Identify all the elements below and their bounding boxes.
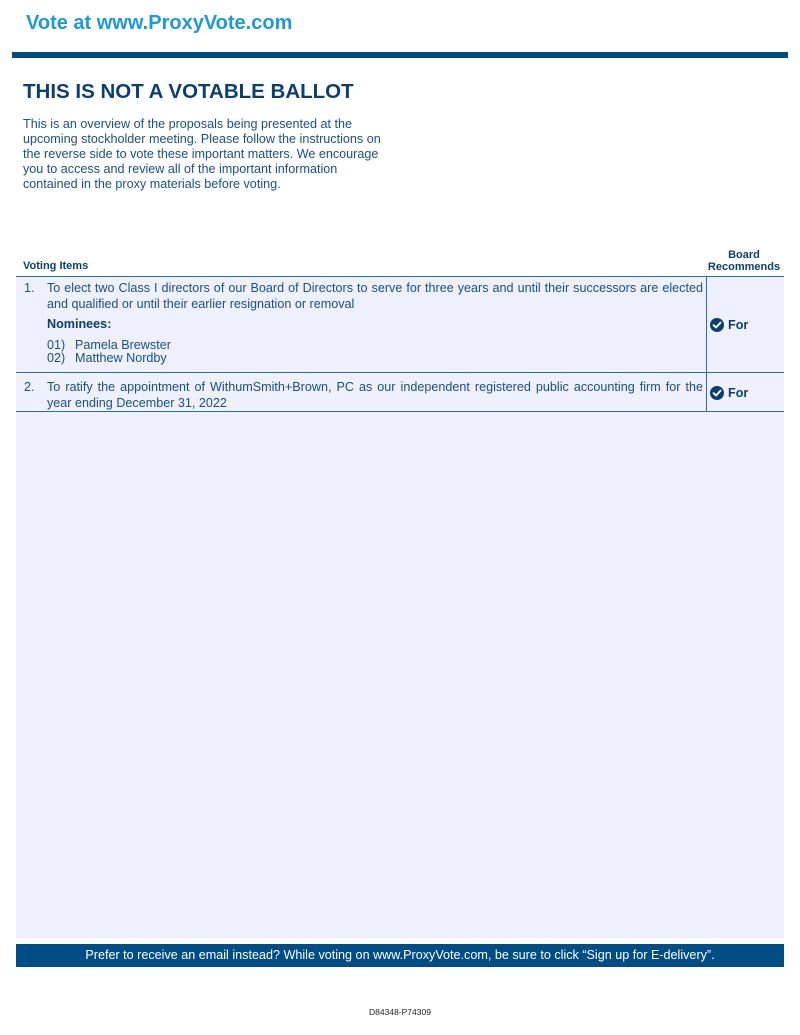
item-1-recommendation [710, 318, 748, 332]
row-divider [16, 372, 784, 373]
nominee-1-number: 01) [47, 338, 66, 352]
nominees-label: Nominees: [47, 317, 112, 331]
header-title: Vote at www.ProxyVote.com [26, 12, 293, 34]
ballot-heading: THIS IS NOT A VOTABLE BALLOT [23, 80, 354, 103]
table-top-rule [16, 276, 784, 277]
nominee-2 [47, 351, 167, 365]
nominee-2-number: 02) [47, 351, 66, 365]
nominee-2-name: Matthew Nordby [75, 351, 167, 365]
item-2-recommendation-label: For [728, 386, 749, 400]
item-2-number: 2. [24, 380, 35, 394]
voting-items-header: Voting Items [23, 260, 89, 272]
check-circle-icon [710, 318, 724, 332]
item-2-text: To ratify the appointment of WithumSmith+Brown, PC as our independent registered public accounting firm for the year ending December 31, 2022 [47, 380, 703, 410]
nominee-1 [47, 338, 171, 352]
header-rule [12, 52, 788, 58]
check-circle-icon [710, 386, 724, 400]
document-code: D84348-P74309 [369, 1007, 431, 1017]
item-1-number: 1. [24, 281, 35, 295]
item-1-recommendation-label: For [728, 318, 749, 332]
board-header-line2: Recommends [707, 261, 781, 273]
nominee-1-name: Pamela Brewster [75, 338, 171, 352]
board-recommends-header [704, 249, 784, 273]
table-bottom-rule [16, 411, 784, 412]
edelivery-banner: Prefer to receive an email instead? While voting on www.ProxyVote.com, be sure to click “Sign up for E-delivery”. [16, 944, 784, 967]
item-1-text: To elect two Class I directors of our Board of Directors to serve for three years and until their successors are elected and qualified or until their earlier resignation or removal [47, 281, 703, 311]
column-divider [706, 276, 707, 412]
item-2-recommendation [710, 386, 748, 400]
board-header-line1: Board [728, 249, 760, 261]
voting-items-panel [16, 276, 784, 938]
intro-paragraph: This is an overview of the proposals being presented at the upcoming stockholder meeting. Please follow the instructions on the reverse side to vote these important matters. We encourage you to access and review all of the important information contained in the proxy materials before voting. [23, 117, 381, 191]
